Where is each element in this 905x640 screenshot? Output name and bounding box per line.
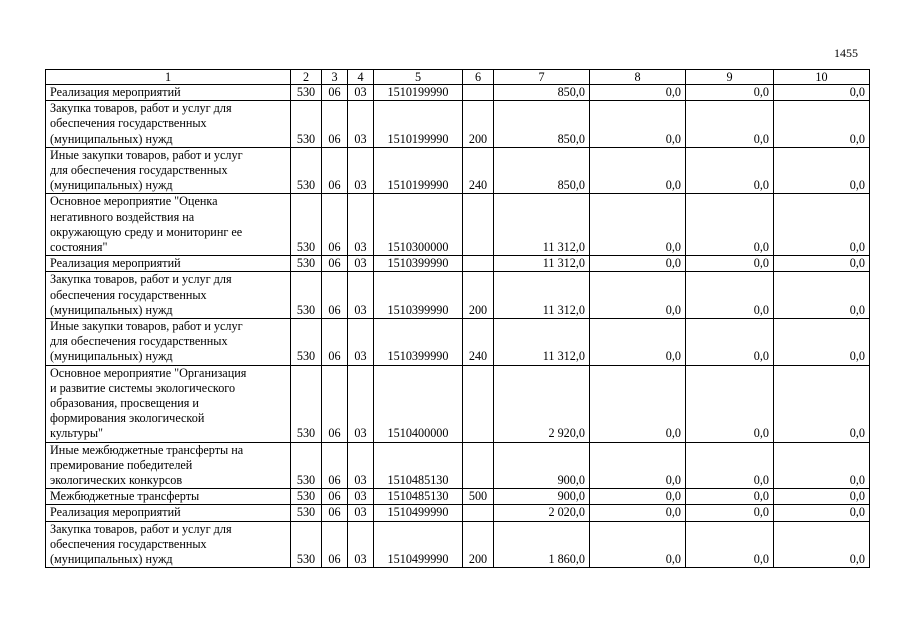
column-9-cell: 0,0 <box>686 489 774 505</box>
row-name-line: Межбюджетные трансферты <box>50 489 200 504</box>
table-row <box>46 272 870 319</box>
column-10-cell: 0,0 <box>774 85 870 101</box>
header-row <box>46 70 870 85</box>
column-9-cell: 0,0 <box>686 319 774 366</box>
column-2-cell: 530 <box>291 256 322 272</box>
row-name-cell <box>46 505 291 521</box>
column-4-cell: 03 <box>348 194 374 256</box>
row-name-cell <box>46 256 291 272</box>
type-cell: 200 <box>463 521 494 568</box>
column-10-cell: 0,0 <box>774 442 870 489</box>
code-cell: 1510399990 <box>374 256 463 272</box>
table-row <box>46 521 870 568</box>
column-8-cell: 0,0 <box>590 505 686 521</box>
amount-cell: 2 920,0 <box>494 365 590 442</box>
column-9-cell: 0,0 <box>686 85 774 101</box>
row-name-cell <box>46 365 291 442</box>
row-name-cell <box>46 101 291 148</box>
code-cell: 1510199990 <box>374 85 463 101</box>
table-row <box>46 365 870 442</box>
row-name-line: образования, просвещения и <box>50 396 199 411</box>
column-4-cell: 03 <box>348 85 374 101</box>
row-name-cell <box>46 319 291 366</box>
header-cell: 5 <box>374 70 463 85</box>
column-10-cell: 0,0 <box>774 147 870 194</box>
column-4-cell: 03 <box>348 272 374 319</box>
row-name-line: (муниципальных) нужд <box>50 131 173 146</box>
column-8-cell: 0,0 <box>590 194 686 256</box>
column-8-cell: 0,0 <box>590 442 686 489</box>
type-cell: 200 <box>463 101 494 148</box>
code-cell: 1510300000 <box>374 194 463 256</box>
row-name-line: обеспечения государственных <box>50 287 207 302</box>
table-row <box>46 489 870 505</box>
code-cell: 1510499990 <box>374 505 463 521</box>
column-10-cell: 0,0 <box>774 272 870 319</box>
table-row <box>46 256 870 272</box>
amount-cell: 11 312,0 <box>494 319 590 366</box>
column-3-cell: 06 <box>322 521 348 568</box>
table-row <box>46 194 870 256</box>
table-row <box>46 147 870 194</box>
column-2-cell: 530 <box>291 505 322 521</box>
column-3-cell: 06 <box>322 272 348 319</box>
row-name-line: премирование победителей <box>50 457 193 472</box>
row-name-line: (муниципальных) нужд <box>50 552 173 567</box>
header-cell: 10 <box>774 70 870 85</box>
row-name-line: обеспечения государственных <box>50 536 207 551</box>
code-cell: 1510485130 <box>374 442 463 489</box>
amount-cell: 850,0 <box>494 101 590 148</box>
amount-cell: 850,0 <box>494 85 590 101</box>
column-3-cell: 06 <box>322 101 348 148</box>
column-4-cell: 03 <box>348 489 374 505</box>
column-10-cell: 0,0 <box>774 521 870 568</box>
row-name-line: Иные закупки товаров, работ и услуг <box>50 147 243 162</box>
column-2-cell: 530 <box>291 147 322 194</box>
column-8-cell: 0,0 <box>590 272 686 319</box>
column-8-cell: 0,0 <box>590 319 686 366</box>
row-name-line: Иные закупки товаров, работ и услуг <box>50 319 243 334</box>
column-9-cell: 0,0 <box>686 442 774 489</box>
column-2-cell: 530 <box>291 442 322 489</box>
column-3-cell: 06 <box>322 85 348 101</box>
column-3-cell: 06 <box>322 365 348 442</box>
column-9-cell: 0,0 <box>686 147 774 194</box>
amount-cell: 11 312,0 <box>494 256 590 272</box>
row-name-cell <box>46 521 291 568</box>
row-name-cell <box>46 489 291 505</box>
header-cell: 6 <box>463 70 494 85</box>
type-cell <box>463 505 494 521</box>
row-name-line: окружающую среду и мониторинг ее <box>50 224 243 239</box>
row-name-cell <box>46 85 291 101</box>
column-4-cell: 03 <box>348 505 374 521</box>
column-9-cell: 0,0 <box>686 272 774 319</box>
amount-cell: 1 860,0 <box>494 521 590 568</box>
type-cell: 240 <box>463 319 494 366</box>
code-cell: 1510485130 <box>374 489 463 505</box>
column-2-cell: 530 <box>291 365 322 442</box>
row-name-line: Закупка товаров, работ и услуг для <box>50 101 232 116</box>
table-row <box>46 101 870 148</box>
column-8-cell: 0,0 <box>590 256 686 272</box>
table-row <box>46 319 870 366</box>
column-10-cell: 0,0 <box>774 365 870 442</box>
type-cell <box>463 365 494 442</box>
row-name-line: для обеспечения государственных <box>50 334 228 349</box>
amount-cell: 2 020,0 <box>494 505 590 521</box>
type-cell <box>463 85 494 101</box>
header-cell: 3 <box>322 70 348 85</box>
column-10-cell: 0,0 <box>774 505 870 521</box>
column-4-cell: 03 <box>348 442 374 489</box>
column-2-cell: 530 <box>291 272 322 319</box>
column-9-cell: 0,0 <box>686 521 774 568</box>
row-name-line: обеспечения государственных <box>50 116 207 131</box>
table-body <box>46 85 870 568</box>
row-name-line: и развитие системы экологического <box>50 380 236 395</box>
column-4-cell: 03 <box>348 521 374 568</box>
type-cell <box>463 194 494 256</box>
column-10-cell: 0,0 <box>774 101 870 148</box>
code-cell: 1510400000 <box>374 365 463 442</box>
type-cell <box>463 442 494 489</box>
column-10-cell: 0,0 <box>774 489 870 505</box>
amount-cell: 900,0 <box>494 489 590 505</box>
code-cell: 1510399990 <box>374 319 463 366</box>
header-cell: 4 <box>348 70 374 85</box>
column-3-cell: 06 <box>322 319 348 366</box>
column-8-cell: 0,0 <box>590 147 686 194</box>
column-3-cell: 06 <box>322 194 348 256</box>
amount-cell: 850,0 <box>494 147 590 194</box>
column-4-cell: 03 <box>348 365 374 442</box>
column-3-cell: 06 <box>322 489 348 505</box>
row-name-line: экологических конкурсов <box>50 473 183 488</box>
column-8-cell: 0,0 <box>590 365 686 442</box>
header-cell: 7 <box>494 70 590 85</box>
code-cell: 1510199990 <box>374 101 463 148</box>
column-2-cell: 530 <box>291 101 322 148</box>
column-8-cell: 0,0 <box>590 521 686 568</box>
row-name-cell <box>46 442 291 489</box>
type-cell: 500 <box>463 489 494 505</box>
column-3-cell: 06 <box>322 442 348 489</box>
column-4-cell: 03 <box>348 147 374 194</box>
column-3-cell: 06 <box>322 147 348 194</box>
row-name-line: Закупка товаров, работ и услуг для <box>50 521 232 536</box>
column-9-cell: 0,0 <box>686 505 774 521</box>
column-8-cell: 0,0 <box>590 101 686 148</box>
column-2-cell: 530 <box>291 521 322 568</box>
column-8-cell: 0,0 <box>590 489 686 505</box>
column-9-cell: 0,0 <box>686 256 774 272</box>
type-cell: 240 <box>463 147 494 194</box>
amount-cell: 11 312,0 <box>494 272 590 319</box>
column-3-cell: 06 <box>322 505 348 521</box>
header-cell: 9 <box>686 70 774 85</box>
code-cell: 1510399990 <box>374 272 463 319</box>
type-cell <box>463 256 494 272</box>
row-name-cell <box>46 147 291 194</box>
budget-table <box>45 69 870 568</box>
header-cell: 2 <box>291 70 322 85</box>
header-cell: 1 <box>46 70 291 85</box>
column-2-cell: 530 <box>291 319 322 366</box>
row-name-line: культуры" <box>50 426 103 441</box>
row-name-line: Закупка товаров, работ и услуг для <box>50 272 232 287</box>
column-10-cell: 0,0 <box>774 194 870 256</box>
column-9-cell: 0,0 <box>686 101 774 148</box>
table-row <box>46 505 870 521</box>
column-8-cell: 0,0 <box>590 85 686 101</box>
column-4-cell: 03 <box>348 256 374 272</box>
column-2-cell: 530 <box>291 489 322 505</box>
row-name-line: (муниципальных) нужд <box>50 349 173 364</box>
column-2-cell: 530 <box>291 194 322 256</box>
row-name-cell <box>46 194 291 256</box>
type-cell: 200 <box>463 272 494 319</box>
column-10-cell: 0,0 <box>774 256 870 272</box>
column-2-cell: 530 <box>291 85 322 101</box>
column-9-cell: 0,0 <box>686 365 774 442</box>
code-cell: 1510499990 <box>374 521 463 568</box>
table-row <box>46 85 870 101</box>
row-name-line: негативного воздействия на <box>50 209 195 224</box>
row-name-line: (муниципальных) нужд <box>50 178 173 193</box>
row-name-line: Реализация мероприятий <box>50 505 181 520</box>
page-number: 1455 <box>834 46 858 60</box>
column-3-cell: 06 <box>322 256 348 272</box>
row-name-line: (муниципальных) нужд <box>50 302 173 317</box>
row-name-line: Основное мероприятие "Оценка <box>50 194 218 209</box>
amount-cell: 900,0 <box>494 442 590 489</box>
code-cell: 1510199990 <box>374 147 463 194</box>
column-4-cell: 03 <box>348 319 374 366</box>
row-name-line: для обеспечения государственных <box>50 163 228 178</box>
column-10-cell: 0,0 <box>774 319 870 366</box>
row-name-line: Реализация мероприятий <box>50 256 181 271</box>
row-name-line: Реализация мероприятий <box>50 85 181 99</box>
row-name-cell <box>46 272 291 319</box>
amount-cell: 11 312,0 <box>494 194 590 256</box>
row-name-line: формирования экологической <box>50 411 205 426</box>
row-name-line: состояния" <box>50 240 108 255</box>
row-name-line: Иные межбюджетные трансферты на <box>50 442 244 457</box>
header-cell: 8 <box>590 70 686 85</box>
column-9-cell: 0,0 <box>686 194 774 256</box>
table-row <box>46 442 870 489</box>
row-name-line: Основное мероприятие "Организация <box>50 365 247 380</box>
column-4-cell: 03 <box>348 101 374 148</box>
